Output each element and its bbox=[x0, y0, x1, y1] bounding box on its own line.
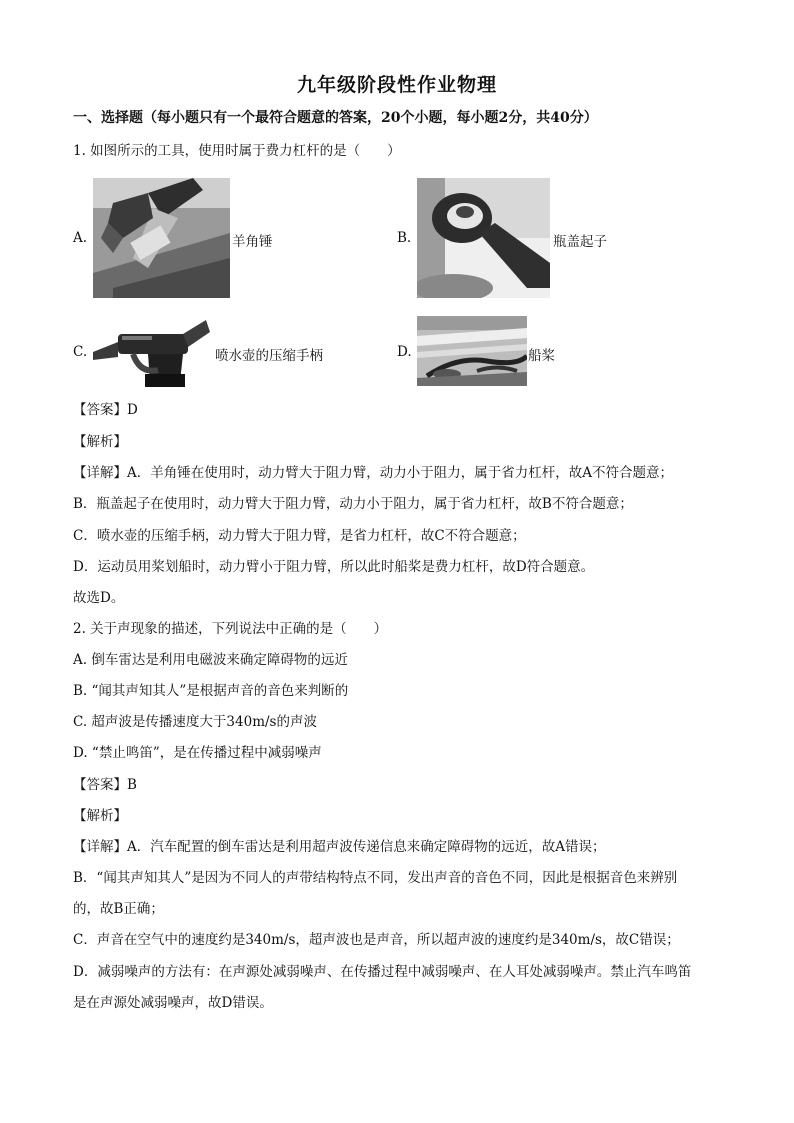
spray-bottle-trigger-photo bbox=[88, 312, 213, 387]
option-d-caption: 船桨 bbox=[528, 348, 555, 364]
question-1-detail: C．喷水壶的压缩手柄，动力臂大于阻力臂，是省力杠杆，故C不符合题意； bbox=[73, 528, 526, 544]
question-1-answer: 【答案】D bbox=[73, 402, 138, 418]
question-2-detail: 的，故B正确； bbox=[73, 901, 164, 917]
question-2-detail: B．“闻其声知其人”是因为不同人的声带结构特点不同，发出声音的音色不同，因此是根据音色来辨别 bbox=[73, 870, 678, 886]
question-2-option-d: D. “禁止鸣笛”，是在传播过程中减弱噪声 bbox=[73, 745, 322, 761]
question-2-option-b: B. “闻其声知其人”是根据声音的音色来判断的 bbox=[73, 683, 349, 699]
section-heading: 一、选择题（每小题只有一个最符合题意的答案，20个小题，每小题2分，共40分） bbox=[73, 110, 598, 126]
question-2-detail: C．声音在空气中的速度约是340m/s，超声波也是声音，所以超声波的速度约是340m/s，故C错误； bbox=[73, 932, 680, 948]
option-d-letter: D. bbox=[397, 344, 412, 360]
question-2-option-a: A. 倒车雷达是利用电磁波来确定障碍物的远近 bbox=[73, 652, 348, 668]
question-1-analysis-label: 【解析】 bbox=[73, 434, 127, 450]
bottle-opener-photo bbox=[417, 178, 550, 298]
claw-hammer-photo bbox=[93, 178, 230, 298]
question-1-conclusion: 故选D。 bbox=[73, 590, 125, 606]
question-2-detail: 【详解】A．汽车配置的倒车雷达是利用超声波传递信息来确定障碍物的远近，故A错误； bbox=[73, 839, 606, 855]
question-2-answer: 【答案】B bbox=[73, 777, 137, 793]
boat-oar-photo bbox=[417, 316, 527, 386]
option-b-letter: B. bbox=[397, 230, 412, 246]
option-c-caption: 喷水壶的压缩手柄 bbox=[215, 348, 323, 364]
option-a-letter: A. bbox=[73, 230, 88, 246]
option-a-caption: 羊角锤 bbox=[232, 234, 273, 250]
page-title: 九年级阶段性作业物理 bbox=[296, 74, 497, 96]
question-1-detail: B．瓶盖起子在使用时，动力臂大于阻力臂，动力小于阻力，属于省力杠杆，故B不符合题意； bbox=[73, 496, 633, 512]
question-2-option-c: C. 超声波是传播速度大于340m/s的声波 bbox=[73, 714, 317, 730]
question-1-stem: 1. 如图所示的工具，使用时属于费力杠杆的是（ ） bbox=[73, 143, 401, 159]
question-1-detail: 【详解】A．羊角锤在使用时，动力臂大于阻力臂，动力小于阻力，属于省力杠杆，故A不符合题意； bbox=[73, 465, 673, 481]
option-b-caption: 瓶盖起子 bbox=[553, 234, 607, 250]
option-c-letter: C. bbox=[73, 344, 88, 360]
question-2-detail: D．减弱噪声的方法有：在声源处减弱噪声、在传播过程中减弱噪声、在人耳处减弱噪声。禁止汽车鸣笛 bbox=[73, 964, 692, 980]
question-2-analysis-label: 【解析】 bbox=[73, 808, 127, 824]
question-2-stem: 2. 关于声现象的描述，下列说法中正确的是（ ） bbox=[73, 621, 388, 637]
question-2-detail: 是在声源处减弱噪声，故D错误。 bbox=[73, 995, 273, 1011]
question-1-detail: D．运动员用桨划船时，动力臂小于阻力臂，所以此时船桨是费力杠杆，故D符合题意。 bbox=[73, 559, 595, 575]
